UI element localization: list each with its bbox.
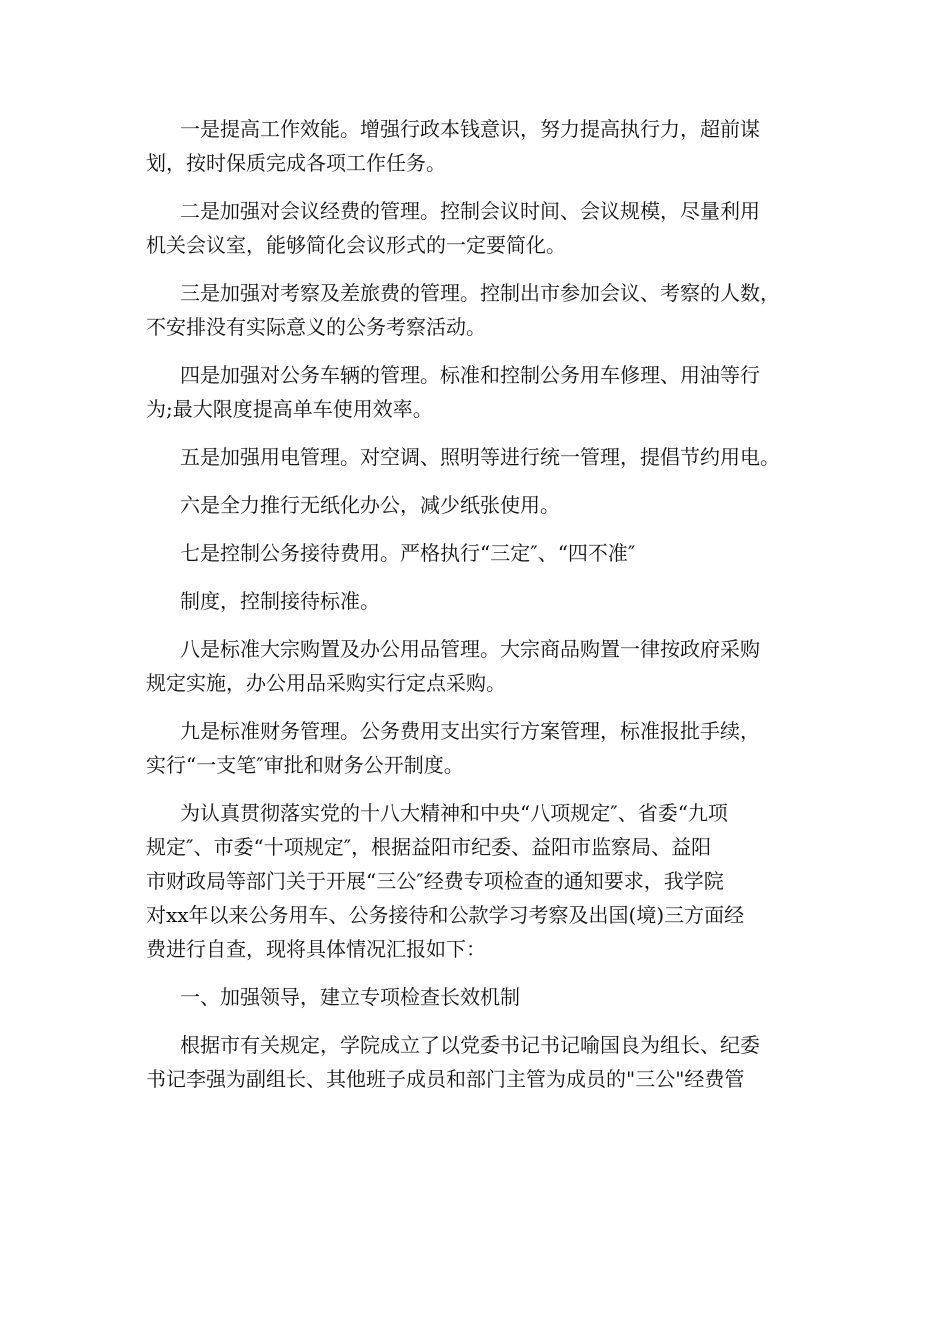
paragraph-line: 不安排没有实际意义的公务考察活动。 xyxy=(146,315,486,339)
paragraph-line: 规定实施，办公用品采购实行定点采购。 xyxy=(146,671,506,695)
paragraph-line: 二是加强对会议经费的管理。控制会议时间、会议规模，尽量利用 xyxy=(180,199,760,223)
paragraph-line: 为;最大限度提高单车使用效率。 xyxy=(146,397,433,421)
paragraph-line: 机关会议室，能够简化会议形式的一定要简化。 xyxy=(146,233,566,257)
paragraph-13 xyxy=(146,1028,816,1096)
paragraph-line: 规定″、市委“十项规定″，根据益阳市纪委、益阳市监察局、益阳 xyxy=(146,835,712,859)
paragraph-line: 三是加强对考察及差旅费的管理。控制出市参加会议、考察的人数， xyxy=(180,281,780,305)
paragraph-line: 对xx年以来公务用车、公务接待和公款学习考察及出国(境)三方面经 xyxy=(146,903,745,927)
document-body xyxy=(146,112,816,1096)
paragraph-line: 市财政局等部门关于开展“三公″经费专项检查的通知要求，我学院 xyxy=(146,869,724,893)
paragraph-line: 一、加强领导，建立专项检查长效机制 xyxy=(180,985,520,1009)
paragraph-line: 划，按时保质完成各项工作任务。 xyxy=(146,151,446,175)
paragraph-8 xyxy=(146,584,816,618)
paragraph-line: 费进行自查，现将具体情况汇报如下： xyxy=(146,937,486,961)
paragraph-7 xyxy=(146,536,816,570)
paragraph-line: 书记李强为副组长、其他班子成员和部门主管为成员的"三公"经费管 xyxy=(146,1067,745,1091)
paragraph-line: 四是加强对公务车辆的管理。标准和控制公务用车修理、用油等行 xyxy=(180,363,760,387)
paragraph-line: 一是提高工作效能。增强行政本钱意识，努力提高执行力，超前谋 xyxy=(180,117,760,141)
paragraph-line: 根据市有关规定，学院成立了以党委书记书记喻国良为组长、纪委 xyxy=(180,1033,760,1057)
paragraph-5 xyxy=(146,440,816,474)
paragraph-line: 八是标准大宗购置及办公用品管理。大宗商品购置一律按政府采购 xyxy=(180,637,760,661)
paragraph-2 xyxy=(146,194,816,262)
paragraph-line: 五是加强用电管理。对空调、照明等进行统一管理，提倡节约用电。 xyxy=(180,445,780,469)
paragraph-line: 制度，控制接待标准。 xyxy=(180,589,380,613)
paragraph-10 xyxy=(146,714,816,782)
paragraph-line: 七是控制公务接待费用。严格执行“三定″、“四不准″ xyxy=(180,541,636,565)
paragraph-line: 为认真贯彻落实党的十八大精神和中央“八项规定″、省委“九项 xyxy=(180,801,728,825)
paragraph-4 xyxy=(146,358,816,426)
paragraph-9 xyxy=(146,632,816,700)
paragraph-1 xyxy=(146,112,816,180)
paragraph-3 xyxy=(146,276,816,344)
paragraph-line: 实行“一支笔″审批和财务公开制度。 xyxy=(146,753,464,777)
paragraph-line: 九是标准财务管理。公务费用支出实行方案管理，标准报批手续， xyxy=(180,719,760,743)
paragraph-6 xyxy=(146,488,816,522)
paragraph-line: 六是全力推行无纸化办公，减少纸张使用。 xyxy=(180,493,560,517)
section-heading xyxy=(146,980,816,1014)
paragraph-11 xyxy=(146,796,816,966)
